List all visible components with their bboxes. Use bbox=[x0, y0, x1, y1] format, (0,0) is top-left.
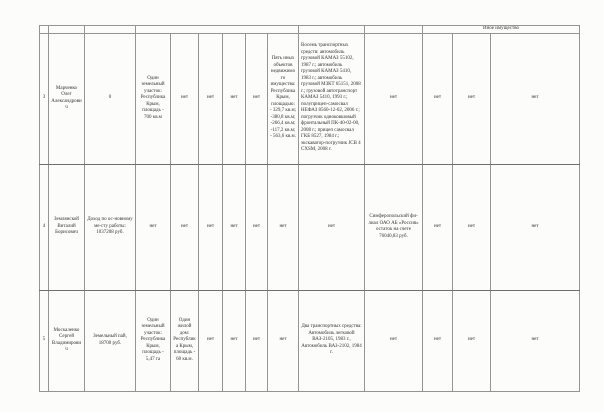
real-estate-cell: нет bbox=[171, 164, 199, 290]
other-realty-cell: нет bbox=[268, 290, 299, 391]
name-cell: Москаленко Сергей Владимирович bbox=[49, 290, 85, 391]
dwelling-cell: Один жилой дом: Республика Крым, площадь - 60 кв.м. bbox=[171, 290, 199, 391]
bank-account-cell: Симферопольский фи-лиал ОАО АБ «Россия» остаток на счете 76040,83 руб. bbox=[365, 164, 423, 290]
bank-account-cell: нет bbox=[365, 290, 423, 391]
real-estate-cell: нет bbox=[199, 290, 223, 391]
transport-cell: Два транспортных средства: Автомобиль легковой ВАЗ-2105, 1983 г., Автомобиль ВАЗ-2102, 1984 г. bbox=[299, 290, 365, 391]
other-property-cell: нет bbox=[453, 290, 491, 391]
real-estate-cell: нет bbox=[246, 290, 268, 391]
other-realty-cell: Пять иных объектов недвижимого имущества: Республика Крым, площадью: - 329,7 кв.м; -380,8 кв.м; -266,4 кв.м; -117,2 кв.м; - 563,6 кв.м. bbox=[268, 33, 299, 164]
header-cell-empty bbox=[136, 26, 299, 34]
income-cell: 0 bbox=[85, 33, 136, 164]
other-property-cell: нет bbox=[453, 33, 491, 164]
table-row bbox=[40, 33, 580, 164]
land-plot-cell: нет bbox=[136, 164, 171, 290]
land-plot-cell: Один земельный участок: Республика Крым, площадь - 5,47 га bbox=[136, 290, 171, 391]
row-number-cell: 4 bbox=[40, 164, 49, 290]
income-cell: Доход по ос-новному ме-сту работы: 1037208 руб. bbox=[85, 164, 136, 290]
bank-account-cell: нет bbox=[365, 33, 423, 164]
real-estate-cell: нет bbox=[223, 164, 246, 290]
real-estate-cell: нет bbox=[246, 164, 268, 290]
declaration-table bbox=[39, 25, 580, 392]
real-estate-cell: нет bbox=[223, 33, 246, 164]
row-number-cell: 3 bbox=[40, 33, 49, 164]
other-realty-cell: нет bbox=[268, 164, 299, 290]
real-estate-cell: нет bbox=[199, 33, 223, 164]
header-cell-empty bbox=[365, 26, 423, 34]
name-cell: Землянской Виталий Борисович bbox=[49, 164, 85, 290]
other-property-cell: нет bbox=[491, 33, 580, 164]
real-estate-cell: нет bbox=[199, 164, 223, 290]
other-property-cell: нет bbox=[491, 164, 580, 290]
real-estate-cell: нет bbox=[223, 290, 246, 391]
other-property-cell: нет bbox=[423, 290, 453, 391]
header-cell-other-property: Иное имущество bbox=[423, 26, 580, 34]
row-number-cell: 5 bbox=[40, 290, 49, 391]
header-cell-empty bbox=[40, 26, 49, 34]
transport-cell: нет bbox=[299, 164, 365, 290]
header-cell-empty bbox=[299, 26, 365, 34]
table-header-row bbox=[40, 26, 580, 34]
income-cell: Земельный пай, 18700 руб. bbox=[85, 290, 136, 391]
transport-cell: Восемь транспортных средств: автомобиль грузовой КАМАЗ 55102, 1987 г.; автомобиль грузовой КАМАЗ 5410, 1983 г.; автомобиль грузовой МЗКТ 65151, 2008 г.; грузовой автотранспорт КАМАЗ 5410, 1993 г.; полуприцеп-самосвал НЕФАЗ 8560-12-02, 2006 г.; погрузчик одноковшовый фронтальный ПК-40-02-00, 2008 г.; прицеп самосвал ГКБ 8527, 1984 г.; экскаватор-погрузчик JCB 4 CXSM, 2008 г. bbox=[299, 33, 365, 164]
real-estate-cell: нет bbox=[171, 33, 199, 164]
name-cell: Марченко Олег Александрович bbox=[49, 33, 85, 164]
header-cell-empty bbox=[85, 26, 136, 34]
table-row bbox=[40, 164, 580, 290]
table-row bbox=[40, 290, 580, 391]
header-cell-empty bbox=[49, 26, 85, 34]
other-property-cell: нет bbox=[453, 164, 491, 290]
other-property-cell: нет bbox=[423, 33, 453, 164]
other-property-cell: нет bbox=[423, 164, 453, 290]
other-property-cell: нет bbox=[491, 290, 580, 391]
land-plot-cell: Один земельный участок: Республика Крым, площадь - 700 кв.м bbox=[136, 33, 171, 164]
real-estate-cell: нет bbox=[246, 33, 268, 164]
